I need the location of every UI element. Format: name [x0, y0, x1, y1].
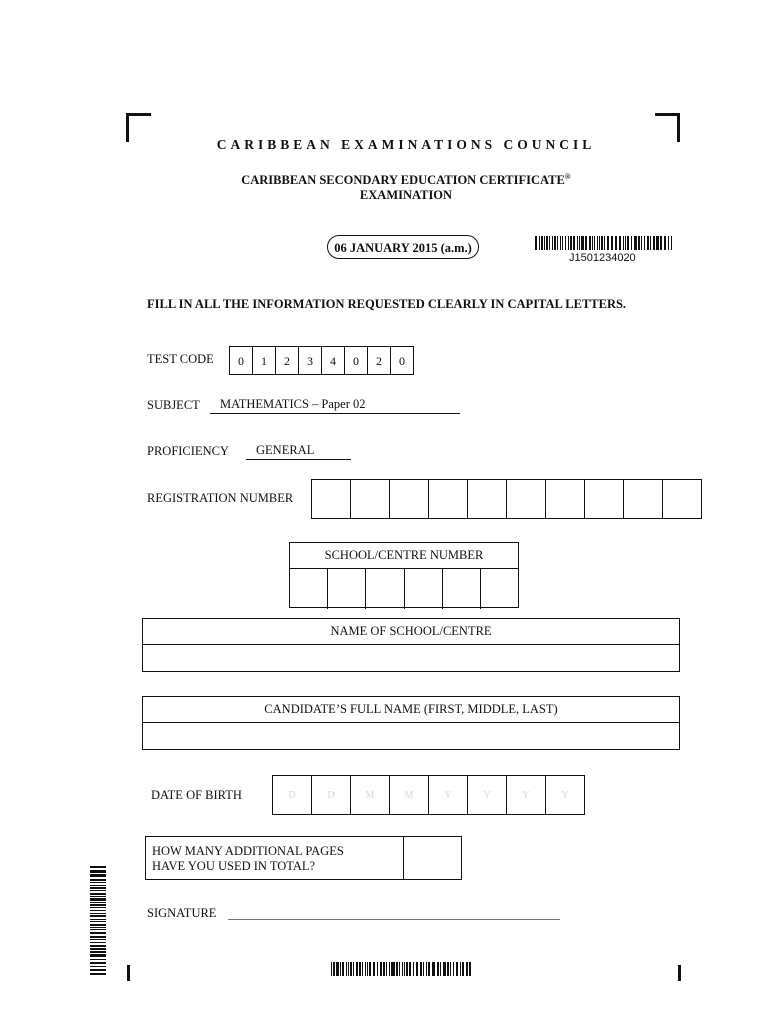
barcode-bar [671, 236, 672, 250]
barcode-bar [581, 236, 584, 250]
barcode-bar [437, 962, 439, 976]
registration-number-cell[interactable] [311, 479, 351, 519]
corner-mark-bottom-left [127, 965, 130, 981]
barcode-bar [562, 236, 563, 250]
barcode-bar [90, 927, 106, 928]
school-centre-name-field[interactable] [143, 645, 679, 672]
test-code-digit: 0 [229, 346, 253, 375]
barcode-bar [456, 962, 458, 976]
barcode-bar [565, 236, 566, 250]
barcode-bar [541, 236, 543, 250]
date-of-birth-cell[interactable]: Y [506, 775, 546, 815]
registration-number-cell[interactable] [584, 479, 624, 519]
barcode-bar [416, 962, 418, 976]
barcode-bar [585, 236, 587, 250]
barcode-bar [350, 962, 352, 976]
certificate-title: CARIBBEAN SECONDARY EDUCATION CERTIFICATE® [241, 172, 571, 188]
barcode-bar [90, 907, 106, 908]
barcode-bar [460, 962, 461, 976]
barcode-bar [546, 236, 548, 250]
barcode-bar [604, 236, 605, 250]
barcode-bar [552, 236, 553, 250]
barcode-bar [594, 236, 595, 250]
barcode-bar [90, 962, 106, 964]
barcode-bar [90, 870, 106, 873]
barcode-bar [90, 954, 106, 957]
barcode-bar [348, 962, 349, 976]
barcode-bar [90, 919, 106, 920]
barcode-bar [466, 962, 468, 976]
barcode-bar [664, 236, 666, 250]
barcode-bar [409, 962, 411, 976]
barcode-bar [90, 910, 106, 911]
barcode-top [535, 236, 675, 250]
barcode-bar [647, 236, 649, 250]
barcode-bar [573, 236, 575, 250]
barcode-number: J1501234020 [569, 252, 636, 264]
date-of-birth-cell[interactable]: Y [545, 775, 585, 815]
candidate-name-box [142, 696, 680, 750]
date-of-birth-cell[interactable]: Y [467, 775, 507, 815]
school-centre-number-box [289, 542, 519, 608]
barcode-bar [560, 236, 561, 250]
barcode-bar [599, 236, 600, 250]
candidate-name-label: CANDIDATE’S FULL NAME (FIRST, MIDDLE, LAST) [143, 697, 679, 723]
test-code-digit: 4 [321, 346, 345, 375]
barcode-bar [342, 962, 344, 976]
barcode-bar [90, 959, 106, 960]
barcode-bar [346, 962, 347, 976]
barcode-bar [90, 898, 106, 901]
additional-pages-answer-field[interactable] [404, 837, 461, 879]
barcode-bar [90, 893, 106, 895]
barcode-bar [359, 962, 361, 976]
barcode-bar [568, 236, 569, 250]
barcode-bar [539, 236, 540, 250]
barcode-bar [90, 874, 106, 877]
registration-number-cell[interactable] [623, 479, 663, 519]
barcode-bar [453, 962, 454, 976]
barcode-bar [90, 915, 106, 917]
registration-number-cell[interactable] [428, 479, 468, 519]
barcode-bar [383, 962, 385, 976]
barcode-bar [406, 962, 408, 976]
barcode-bar [90, 890, 106, 891]
school-centre-name-box [142, 618, 680, 672]
registration-number-cell[interactable] [350, 479, 390, 519]
barcode-bar [391, 962, 392, 976]
school-centre-number-cell[interactable] [328, 569, 366, 609]
candidate-name-field[interactable] [143, 723, 679, 750]
barcode-bar [450, 962, 451, 976]
exam-date-badge: 06 JANUARY 2015 (a.m.) [327, 235, 479, 259]
barcode-bar [90, 936, 106, 938]
school-centre-name-label: NAME OF SCHOOL/CENTRE [143, 619, 679, 645]
barcode-bar [90, 932, 106, 934]
barcode-bar [356, 962, 358, 976]
barcode-bar [426, 962, 427, 976]
barcode-bar [577, 236, 578, 250]
barcode-bar [462, 962, 464, 976]
test-code-boxes [229, 346, 414, 375]
barcode-bar [631, 236, 632, 250]
school-centre-number-label: SCHOOL/CENTRE NUMBER [290, 543, 518, 569]
barcode-bar [402, 962, 403, 976]
barcode-bar [447, 962, 449, 976]
barcode-bar [353, 962, 354, 976]
barcode-bar [392, 962, 395, 976]
barcode-bar [641, 236, 642, 250]
date-of-birth-boxes [272, 775, 585, 815]
school-centre-number-cell[interactable] [366, 569, 404, 609]
council-title: CARIBBEAN EXAMINATIONS COUNCIL [216, 137, 596, 152]
barcode-bar [90, 942, 106, 943]
registration-number-cell[interactable] [506, 479, 546, 519]
barcode-bar [660, 236, 662, 250]
barcode-bar [369, 962, 371, 976]
barcode-bar [389, 962, 390, 976]
barcode-bar [386, 962, 387, 976]
registration-number-cell[interactable] [662, 479, 702, 519]
barcode-bar [644, 236, 645, 250]
signature-label: SIGNATURE [147, 906, 217, 920]
barcode-bar [469, 962, 471, 976]
test-code-label: TEST CODE [147, 352, 214, 366]
barcode-bar [90, 951, 106, 953]
barcode-bar [544, 236, 545, 250]
barcode-bar [607, 236, 609, 250]
barcode-bar [615, 236, 617, 250]
barcode-bar [373, 962, 375, 976]
barcode-bar [90, 887, 106, 889]
barcode-bar [557, 236, 558, 250]
barcode-bar [634, 236, 637, 250]
barcode-bar [625, 236, 626, 250]
barcode-bar [619, 236, 621, 250]
barcode-bar [90, 924, 106, 926]
proficiency-value[interactable]: GENERAL [246, 443, 351, 460]
proficiency-label: PROFICIENCY [147, 444, 229, 458]
barcode-bar [420, 962, 422, 976]
registration-number-boxes [311, 479, 702, 519]
barcode-bar [90, 948, 106, 950]
barcode-bar [638, 236, 640, 250]
barcode-bar [428, 962, 430, 976]
barcode-bar [90, 921, 106, 922]
date-of-birth-cell[interactable]: D [272, 775, 312, 815]
barcode-bar [90, 966, 106, 967]
school-centre-number-cell[interactable] [443, 569, 481, 609]
instruction-text: FILL IN ALL THE INFORMATION REQUESTED CLEARLY IN CAPITAL LETTERS. [147, 297, 627, 311]
test-code-digit: 2 [275, 346, 299, 375]
barcode-bar [535, 236, 537, 250]
barcode-bar [90, 945, 106, 947]
barcode-bar [90, 913, 106, 914]
barcode-bar [90, 896, 106, 897]
barcode-bar [90, 969, 106, 971]
barcode-bar [611, 236, 613, 250]
barcode-bar [432, 962, 435, 976]
barcode-bar [623, 236, 624, 250]
date-of-birth-cell[interactable]: D [311, 775, 351, 815]
registration-number-cell[interactable] [545, 479, 585, 519]
additional-pages-question: HOW MANY ADDITIONAL PAGES HAVE YOU USED IN TOTAL? [146, 837, 404, 879]
additional-pages-box [145, 836, 462, 880]
barcode-bar [333, 962, 335, 976]
barcode-bar [597, 236, 598, 250]
corner-mark-bottom-right [678, 965, 681, 981]
date-of-birth-label: DATE OF BIRTH [151, 788, 242, 802]
date-of-birth-cell[interactable]: Y [428, 775, 468, 815]
barcode-bar [377, 962, 378, 976]
school-centre-number-cell[interactable] [481, 569, 518, 609]
examination-title: EXAMINATION [359, 188, 453, 202]
date-of-birth-cell[interactable]: M [389, 775, 429, 815]
barcode-bar [413, 962, 414, 976]
barcode-bar [396, 962, 398, 976]
barcode-bar [656, 236, 659, 250]
barcode-bar [589, 236, 591, 250]
barcode-bar [336, 962, 339, 976]
barcode-bar [331, 962, 332, 976]
barcode-bar [340, 962, 341, 976]
barcode-bar [668, 236, 669, 250]
barcode-bar [90, 973, 106, 975]
test-code-digit: 3 [298, 346, 322, 375]
barcode-bar [90, 939, 106, 940]
subject-value[interactable]: MATHEMATICS – Paper 02 [210, 397, 460, 414]
barcode-bar [650, 236, 651, 250]
barcode-bar [90, 866, 106, 868]
barcode-bar [627, 236, 629, 250]
barcode-bar [90, 902, 106, 903]
barcode-bar [90, 879, 106, 881]
barcode-bar [362, 962, 363, 976]
test-code-digit: 0 [344, 346, 368, 375]
barcode-bar [570, 236, 572, 250]
barcode-bar [90, 904, 106, 906]
barcode-bar [549, 236, 550, 250]
barcode-bar [90, 882, 106, 883]
barcode-bar [579, 236, 580, 250]
date-of-birth-cell[interactable]: M [350, 775, 390, 815]
barcode-bar [367, 962, 368, 976]
barcode-bar [592, 236, 593, 250]
barcode-bar [423, 962, 424, 976]
registration-number-cell[interactable] [389, 479, 429, 519]
barcode-bar [90, 929, 106, 930]
registration-number-label: REGISTRATION NUMBER [147, 491, 294, 505]
test-code-digit: 2 [367, 346, 391, 375]
signature-line[interactable] [228, 919, 560, 920]
barcode-bar [90, 885, 106, 886]
school-centre-number-cell[interactable] [290, 569, 328, 609]
registration-number-cell[interactable] [467, 479, 507, 519]
barcode-side [90, 866, 106, 978]
barcode-bar [380, 962, 382, 976]
barcode-bar [404, 962, 405, 976]
barcode-bar [440, 962, 441, 976]
barcode-bar [443, 962, 446, 976]
school-centre-number-cell[interactable] [405, 569, 443, 609]
barcode-bar [365, 962, 366, 976]
test-code-digit: 1 [252, 346, 276, 375]
barcode-bar [653, 236, 655, 250]
barcode-bar [399, 962, 400, 976]
barcode-bar [601, 236, 603, 250]
barcode-bottom [331, 962, 473, 976]
subject-label: SUBJECT [147, 398, 200, 412]
barcode-bar [554, 236, 556, 250]
test-code-digit: 0 [390, 346, 414, 375]
